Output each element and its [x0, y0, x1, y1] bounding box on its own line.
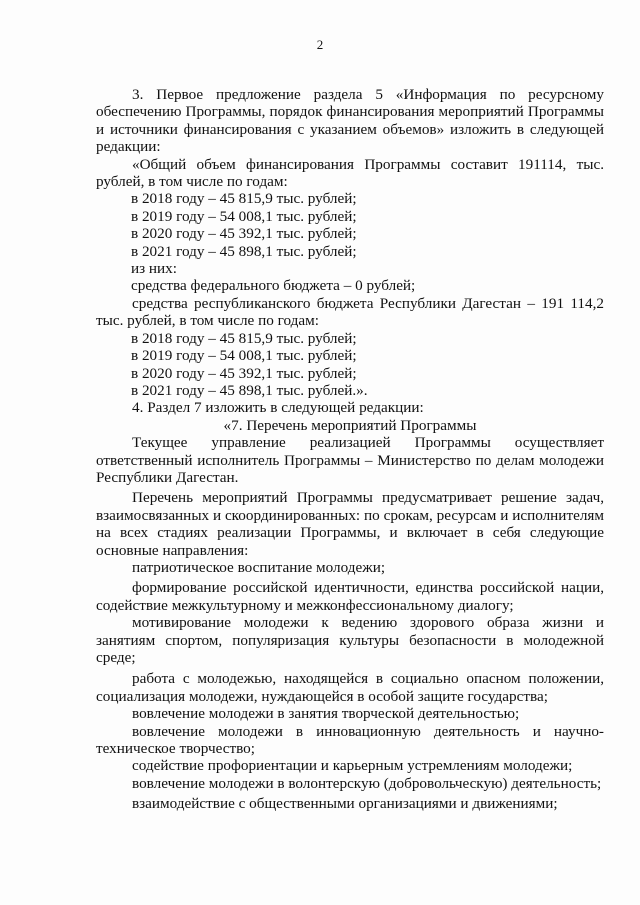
page-number: 2: [316, 37, 324, 52]
paragraph: из них:: [131, 260, 177, 278]
paragraph: в 2021 году – 45 898,1 тыс. рублей;: [131, 242, 357, 260]
paragraph: в 2018 году – 45 815,9 тыс. рублей;: [131, 329, 357, 347]
paragraph: вовлечение молодежи в инновационную деятельность и научно-техническое творчество;: [96, 722, 604, 758]
paragraph: формирование российской идентичности, единства российской нации, содействие межкультурному и межконфессиональному диалогу;: [96, 579, 604, 614]
paragraph: содействие профориентации и карьерным устремлениям молодежи;: [132, 757, 573, 775]
paragraph: вовлечение молодежи в занятия творческой деятельностью;: [132, 705, 520, 723]
paragraph: работа с молодежью, находящейся в социально опасном положении, социализация молодежи, нуждающейся в особой защите государства;: [96, 670, 604, 705]
document-body: [96, 86, 604, 813]
paragraph: средства республиканского бюджета Республики Дагестан – 191 114,2 тыс. рублей, в том числе по годам:: [96, 294, 604, 330]
paragraph: вовлечение молодежи в волонтерскую (добровольческую) деятельность;: [132, 774, 602, 792]
paragraph: средства федерального бюджета – 0 рублей;: [131, 277, 416, 295]
paragraph: «Общий объем финансирования Программы составит 191114, тыс. рублей, в том числе по годам:: [96, 155, 604, 191]
paragraph: в 2020 году – 45 392,1 тыс. рублей;: [131, 364, 357, 382]
paragraph: «7. Перечень мероприятий Программы: [223, 416, 477, 434]
paragraph: в 2019 году – 54 008,1 тыс. рублей;: [131, 347, 357, 365]
paragraph: взаимодействие с общественными организациями и движениями;: [132, 795, 558, 813]
paragraph: Текущее управление реализацией Программы осуществляет ответственный исполнитель Программы – Министерство по делам молодежи Республики Дагестан.: [96, 434, 604, 486]
paragraph: 4. Раздел 7 изложить в следующей редакции:: [132, 399, 424, 417]
paragraph: в 2021 году – 45 898,1 тыс. рублей.».: [131, 381, 368, 399]
paragraph: в 2018 году – 45 815,9 тыс. рублей;: [131, 190, 357, 208]
paragraph: Перечень мероприятий Программы предусматривает решение задач, взаимосвязанных и скоординированных: по срокам, ресурсам и исполнителям на всех стадиях реализации Программы, и включает в себя следующие основные направления:: [96, 489, 604, 559]
paragraph: мотивирование молодежи к ведению здорового образа жизни и занятиям спортом, популяризация культуры безопасности в молодежной среде;: [96, 614, 604, 666]
paragraph: 3. Первое предложение раздела 5 «Информация по ресурсному обеспечению Программы, порядок финансирования мероприятий Программы и источники финансирования с указанием объемов» изложить в следующей редакции:: [96, 86, 604, 156]
paragraph: в 2019 году – 54 008,1 тыс. рублей;: [131, 207, 357, 225]
paragraph: патриотическое воспитание молодежи;: [132, 558, 386, 576]
paragraph: в 2020 году – 45 392,1 тыс. рублей;: [131, 225, 357, 243]
